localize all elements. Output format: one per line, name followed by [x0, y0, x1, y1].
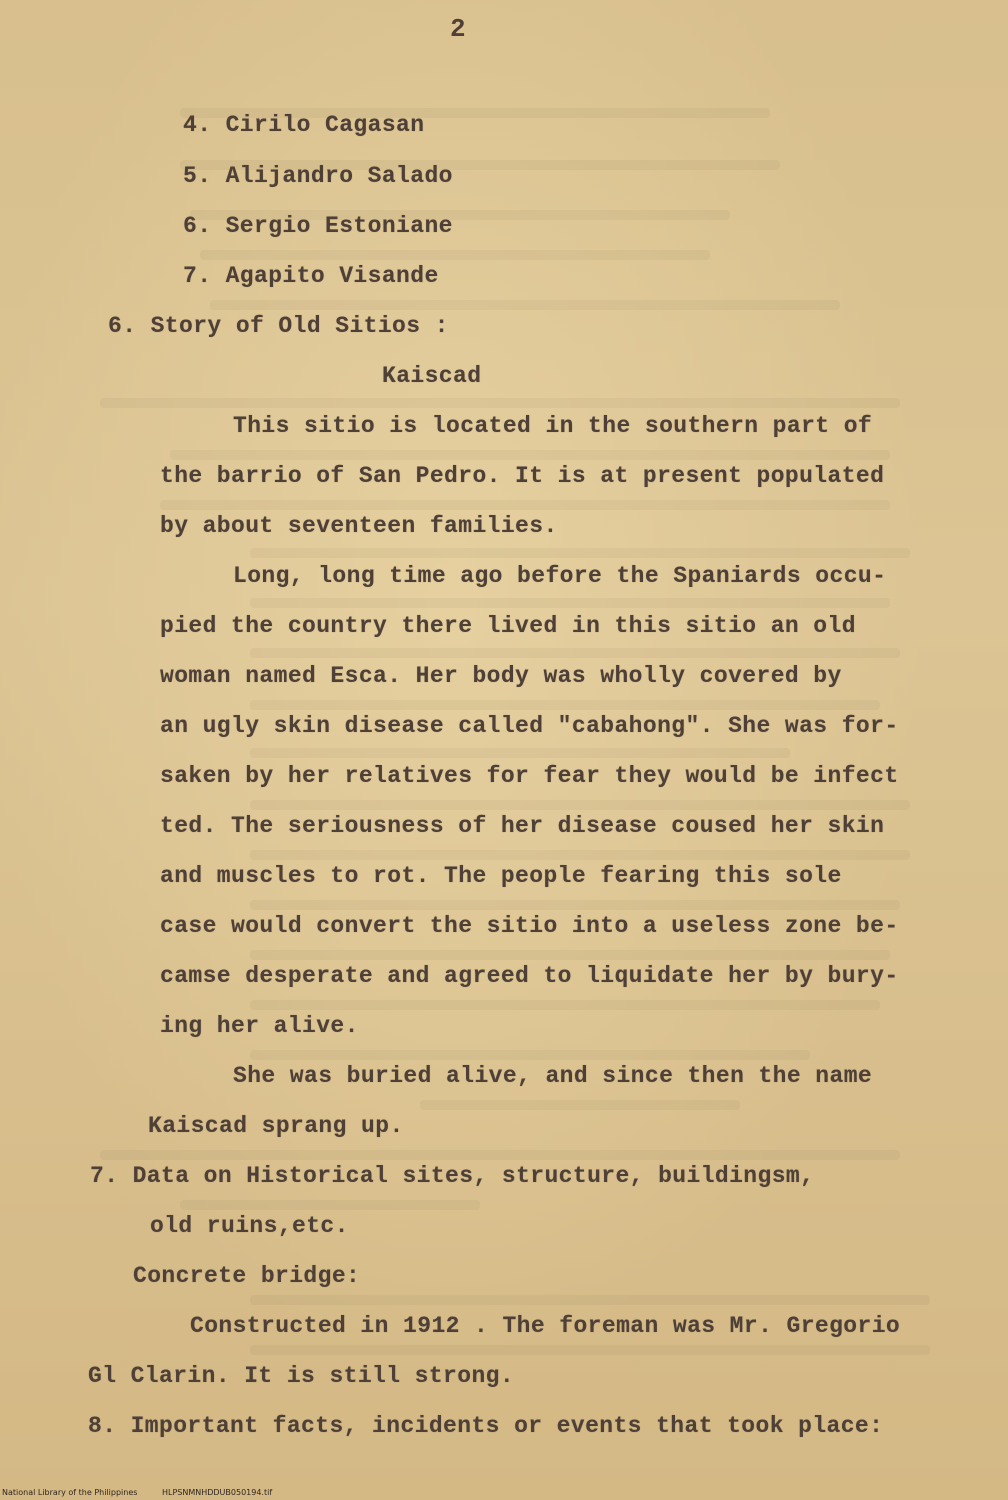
paragraph-line: an ugly skin disease called "cabahong". She was for-: [160, 713, 899, 739]
section-heading: 7. Data on Historical sites, structure, buildingsm,: [90, 1163, 815, 1189]
section-subheading: Concrete bridge:: [133, 1263, 361, 1289]
paragraph-line: This sitio is located in the southern part of: [233, 413, 873, 439]
section-heading: 8. Important facts, incidents or events that took place:: [88, 1413, 884, 1439]
library-credit: National Library of the Philippines: [2, 1488, 138, 1497]
paragraph-line: Long, long time ago before the Spaniards occu-: [233, 563, 887, 589]
paragraph-line: saken by her relatives for fear they would be infect: [160, 763, 899, 789]
section-heading: 6. Story of Old Sitios :: [108, 313, 449, 339]
paragraph-line: Kaiscad sprang up.: [148, 1113, 404, 1139]
paragraph-line: ted. The seriousness of her disease coused her skin: [160, 813, 885, 839]
section-subheading: Kaiscad: [382, 363, 482, 389]
paragraph-line: Constructed in 1912 . The foreman was Mr. Gregorio: [190, 1313, 901, 1339]
paragraph-line: ing her alive.: [160, 1013, 359, 1039]
paragraph-line: and muscles to rot. The people fearing this sole: [160, 863, 842, 889]
paragraph-line: She was buried alive, and since then the name: [233, 1063, 873, 1089]
paragraph-line: by about seventeen families.: [160, 513, 558, 539]
paragraph-line: Gl Clarin. It is still strong.: [88, 1363, 515, 1389]
scan-footer: [2, 1488, 294, 1497]
paragraph-line: woman named Esca. Her body was wholly covered by: [160, 663, 842, 689]
list-item: 5. Alijandro Salado: [183, 163, 453, 189]
paragraph-line: pied the country there lived in this sitio an old: [160, 613, 856, 639]
page-number: 2: [450, 14, 466, 44]
paragraph-line: the barrio of San Pedro. It is at present populated: [160, 463, 885, 489]
list-item: 4. Cirilo Cagasan: [183, 112, 425, 138]
list-item: 7. Agapito Visande: [183, 263, 439, 289]
list-item: 6. Sergio Estoniane: [183, 213, 453, 239]
paragraph-line: case would convert the sitio into a useless zone be-: [160, 913, 899, 939]
file-id: HLPSNMNHDDUB050194.tif: [161, 1488, 273, 1497]
paragraph-line: camse desperate and agreed to liquidate her by bury-: [160, 963, 899, 989]
section-heading-continued: old ruins,etc.: [150, 1213, 349, 1239]
